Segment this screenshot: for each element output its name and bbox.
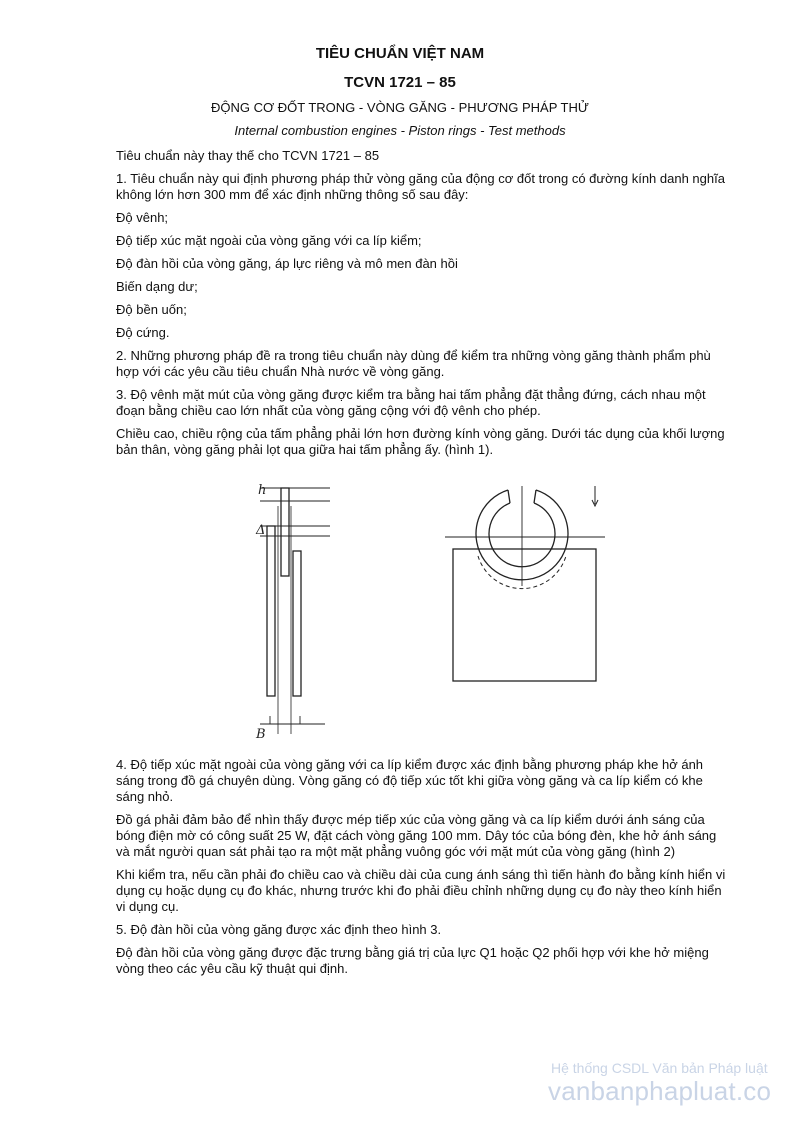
paragraph: Biến dạng dư;	[116, 279, 198, 294]
paragraph: Độ cứng.	[116, 325, 170, 340]
paragraph: Khi kiểm tra, nếu cần phải đo chiều cao và chiều dài của cung ánh sáng thì tiến hành đo bằng kính hiển vi dụng cụ hoặc dụng cụ đo khác, nhưng trước khi đo phải điều chỉnh những dụng cụ đo này theo kính hiển vi dụng cụ.	[116, 867, 726, 914]
doc-title-vietnamese: ĐỘNG CƠ ĐỐT TRONG - VÒNG GĂNG - PHƯƠNG PHÁP THỬ	[211, 100, 589, 115]
paragraph: 2. Những phương pháp đề ra trong tiêu chuẩn này dùng để kiểm tra những vòng găng thành phẩm phù hợp với các yêu cầu tiêu chuẩn Nhà nước về vòng găng.	[116, 348, 711, 379]
paragraph: 4. Độ tiếp xúc mặt ngoài của vòng găng với ca líp kiểm được xác định bằng phương pháp khe hở ánh sáng trong đồ gá chuyên dùng. Vòng găng có độ tiếp xúc tốt khi giữa vòng găng và ca líp kiểm có khe sáng nhỏ.	[116, 757, 704, 804]
paragraph: Độ tiếp xúc mặt ngoài của vòng găng với ca líp kiểm;	[116, 233, 422, 248]
paragraph: Độ đàn hồi của vòng găng được đặc trưng bằng giá trị của lực Q1 hoặc Q2 phối hợp với khe hở miệng vòng theo các yêu cầu kỹ thuật qui định.	[116, 945, 709, 976]
paragraph: 1. Tiêu chuẩn này qui định phương pháp thử vòng găng của động cơ đốt trong có đường kính danh nghĩa không lớn hơn 300 mm để xác định những thông số sau đây:	[116, 171, 725, 202]
paragraph: Độ vênh;	[116, 210, 169, 225]
figure-1-svg	[240, 476, 620, 748]
paragraph: Chiều cao, chiều rộng của tấm phẳng phải lớn hơn đường kính vòng găng. Dưới tác dụng của khối lượng bản thân, vòng găng phải lọt qua giữa hai tấm phẳng ấy. (hình 1).	[116, 426, 725, 457]
doc-title-standard: TIÊU CHUẨN VIỆT NAM	[315, 45, 485, 62]
paragraph: 5. Độ đàn hồi của vòng găng được xác định theo hình 3.	[116, 922, 442, 937]
paragraph: Tiêu chuẩn này thay thế cho TCVN 1721 – 85	[116, 148, 380, 163]
body-text-bottom	[116, 757, 728, 984]
paragraph: Độ đàn hồi của vòng găng, áp lực riêng và mô men đàn hồi	[116, 256, 458, 271]
figure-1-drawing	[240, 476, 620, 748]
paragraph: 3. Độ vênh mặt mút của vòng găng được kiểm tra bằng hai tấm phẳng đặt thẳng đứng, cách nhau một đoạn bằng chiều cao lớn nhất của vòng găng cộng với độ vênh cho phép.	[116, 387, 706, 418]
paragraph: Đồ gá phải đảm bảo để nhìn thấy được mép tiếp xúc của vòng găng và ca líp kiểm dưới ánh sáng của bóng điện mờ có công suất 25 W, đặt cách vòng găng 100 mm. Dây tóc của bóng đèn, khe hở ánh sáng và mắt người quan sát phải tạo ra một mặt phẳng vuông góc với mặt mút của vòng găng (hình 2)	[116, 812, 717, 859]
front-plate	[453, 549, 596, 681]
right-plate	[293, 551, 301, 696]
doc-title-english: Internal combustion engines - Piston rings - Test methods	[234, 123, 566, 138]
left-plate	[267, 526, 275, 696]
label-h: h	[258, 483, 267, 498]
paragraph: Độ bền uốn;	[116, 302, 187, 317]
label-delta: Δ	[256, 523, 266, 538]
body-text-top	[116, 148, 728, 465]
doc-title-code: TCVN 1721 – 85	[344, 74, 456, 91]
label-b: B	[256, 727, 266, 742]
watermark-caption: Hệ thống CSDL Văn bản Pháp luật	[551, 1060, 768, 1076]
watermark-site: vanbanphapluat.co	[548, 1076, 772, 1106]
